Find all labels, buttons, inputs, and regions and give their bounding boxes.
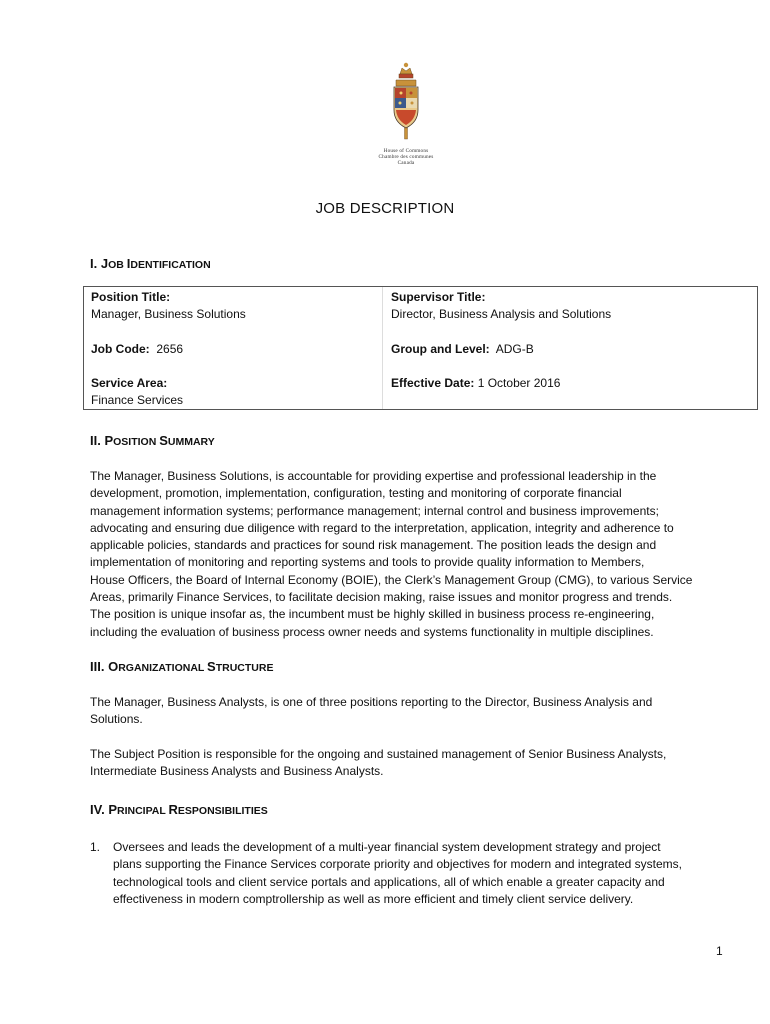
heading-smallcaps: DENTIFICATION xyxy=(130,259,211,271)
summary-line: applicable policies, standards and practices for sound risk management. The position leads the design and xyxy=(90,538,657,553)
org-line: The Subject Position is responsible for the ongoing and sustained management of Senior Business Analysts, xyxy=(90,747,667,761)
org-line: The Manager, Business Analysts, is one of three positions reporting to the Director, Business Analysis and xyxy=(90,695,653,709)
summary-line: advocating and ensuring due diligence with regard to the interpretation, application, integrity and adherence to xyxy=(90,520,674,535)
responsibility-line: effectiveness in modern comptrollership as well as more efficient and timely client service delivery. xyxy=(113,891,634,906)
responsibility-number: 1. xyxy=(90,840,101,854)
section-heading-job-identification xyxy=(90,256,211,271)
heading-initial: I xyxy=(126,256,131,271)
section-heading-principal-responsibilities xyxy=(90,802,268,817)
supervisor-title-label: Supervisor Title: xyxy=(391,290,486,304)
section-number: IV. xyxy=(90,802,109,817)
heading-smallcaps: RINCIPAL xyxy=(117,805,169,817)
org-line: Solutions. xyxy=(90,712,143,727)
supervisor-title-cell xyxy=(391,289,611,323)
logo-line-3: Canada xyxy=(397,160,415,166)
section-number: III. xyxy=(90,659,109,674)
heading-smallcaps: TRUCTURE xyxy=(215,662,274,674)
summary-line: including the evaluation of business process owner needs and systems functionality in multiple disciplines. xyxy=(90,624,654,639)
section-number: II. xyxy=(90,433,105,448)
heading-initial: S xyxy=(207,659,216,674)
section-number: I. xyxy=(90,256,101,271)
position-title-label: Position Title: xyxy=(91,290,171,304)
summary-line: development, promotion, implementation, configuration, testing and monitoring of corporate financial xyxy=(90,486,622,501)
responsibility-line: technological tools and client service portals and applications, all of which enable a greater capacity and xyxy=(113,874,665,889)
summary-line: Areas, primarily Finance Services, to facilitate decision making, raise issues and monitor progress and trends. xyxy=(90,590,673,605)
heading-smallcaps: UMMARY xyxy=(167,436,215,448)
job-code-cell xyxy=(91,341,183,358)
document-title: JOB DESCRIPTION xyxy=(315,200,455,217)
heading-smallcaps: RGANIZATIONAL xyxy=(118,662,208,674)
summary-line: implementation of monitoring and reporting systems and tools to provide quality information to Members, xyxy=(90,555,645,570)
group-level-cell xyxy=(391,341,534,358)
heading-initial: P xyxy=(108,802,117,817)
heading-initial: P xyxy=(104,433,114,448)
org-line: Intermediate Business Analysts and Business Analysts. xyxy=(90,764,384,779)
job-code-label: Job Code: xyxy=(91,342,150,356)
responsibility-text xyxy=(113,839,723,908)
heading-initial: J xyxy=(100,256,109,271)
heading-smallcaps: ESPONSIBILITIES xyxy=(177,805,268,817)
group-level-label: Group and Level: xyxy=(391,342,490,356)
position-title-value: Manager, Business Solutions xyxy=(91,307,246,321)
house-of-commons-logo xyxy=(368,62,444,170)
responsibility-line: plans supporting the Finance Services corporate priority and objectives for modern and integrated systems, xyxy=(113,857,682,872)
job-code-value: 2656 xyxy=(156,342,184,356)
table-divider xyxy=(382,287,383,409)
service-area-label: Service Area: xyxy=(91,376,168,390)
group-level-value: ADG-B xyxy=(495,342,534,356)
page-number: 1 xyxy=(716,944,723,958)
job-identification-table xyxy=(83,286,758,410)
mace-crest-icon xyxy=(388,62,424,140)
effective-date-cell xyxy=(391,375,560,392)
heading-initial: S xyxy=(159,433,168,448)
summary-line: The Manager, Business Solutions, is accountable for providing expertise and professional leadership in the xyxy=(90,469,657,483)
summary-line: House Officers, the Board of Internal Economy (BOIE), the Clerk’s Management Group (CMG), to various Service xyxy=(90,572,693,587)
summary-line: The position is unique insofar as, the incumbent must be highly skilled in business process re-engineering, xyxy=(90,607,655,622)
logo-line-1: House of Commons xyxy=(383,148,429,154)
heading-smallcaps: OSITION xyxy=(113,436,160,448)
effective-date-label: Effective Date: xyxy=(391,376,475,390)
section-heading-organizational-structure xyxy=(90,659,273,674)
section-heading-position-summary xyxy=(90,433,215,448)
service-area-value: Finance Services xyxy=(91,393,184,407)
logo-line-2: Chambre des communes xyxy=(378,154,434,160)
position-summary-paragraph xyxy=(90,468,730,641)
service-area-cell xyxy=(91,375,183,409)
effective-date-value: 1 October 2016 xyxy=(477,376,561,390)
heading-smallcaps: OB xyxy=(108,259,127,271)
responsibility-line: Oversees and leads the development of a multi-year financial system development strategy and project xyxy=(113,840,661,854)
org-structure-paragraph-2 xyxy=(90,746,730,781)
org-structure-paragraph-1 xyxy=(90,694,730,729)
position-title-cell xyxy=(91,289,246,323)
heading-initial: R xyxy=(168,802,178,817)
heading-initial: O xyxy=(108,659,119,674)
supervisor-title-value: Director, Business Analysis and Solutions xyxy=(391,307,612,321)
summary-line: management information systems; performance management; internal control and business improvements; xyxy=(90,503,659,518)
